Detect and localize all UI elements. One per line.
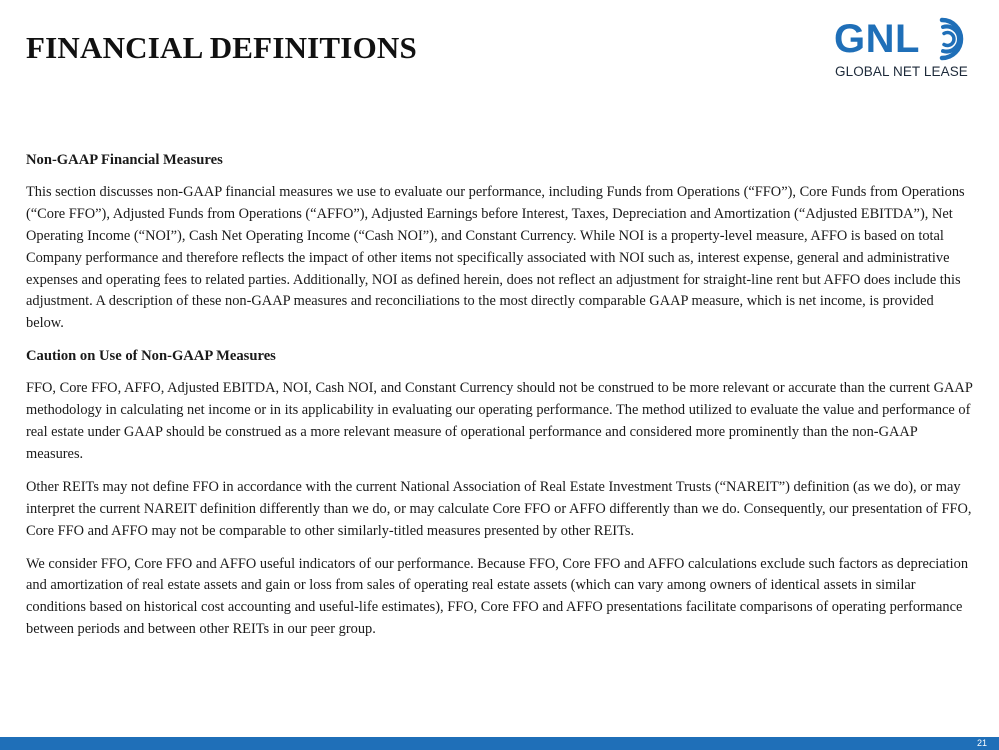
- section-heading-non-gaap: Non-GAAP Financial Measures: [26, 152, 223, 168]
- swirl-logo-icon: [932, 16, 974, 62]
- logo-subtitle: GLOBAL NET LEASE: [835, 64, 968, 79]
- document-body: [26, 150, 974, 652]
- paragraph: We consider FFO, Core FFO and AFFO useful indicators of our performance. Because FFO, Core FFO and AFFO calculations exclude such factors as depreciation and amortization of real estate assets and gain or loss from sales of operating real estate assets (which can vary among owners of identical assets in similar conditions based on historical cost accounting and useful-life estimates), FFO, Core FFO and AFFO presentations facilitate comparisons of operating performance between periods and between other REITs in our peer group.: [26, 555, 969, 638]
- paragraph: Other REITs may not define FFO in accordance with the current National Association of Real Estate Investment Trusts (“NAREIT”) definition (as we do), or may interpret the current NAREIT definition differently than we do, or may calculate Core FFO or AFFO differently than we do. Consequently, our presentation of FFO, Core FFO and AFFO may not be comparable to other similarly-titled measures presented by other REITs.: [26, 478, 972, 539]
- paragraph: FFO, Core FFO, AFFO, Adjusted EBITDA, NOI, Cash NOI, and Constant Currency should not be construed to be more relevant or accurate than the current GAAP methodology in calculating net income or in its applicability in evaluating our operating performance. The method utilized to evaluate the value and performance of real estate under GAAP should be construed as a more relevant measure of operational performance and considered more prominently than the non-GAAP measures.: [26, 380, 973, 462]
- page-title: FINANCIAL DEFINITIONS: [26, 30, 417, 65]
- section-heading-caution: Caution on Use of Non-GAAP Measures: [26, 348, 276, 365]
- page-number: 21: [976, 738, 987, 748]
- footer-bar: [0, 737, 999, 750]
- company-logo: [834, 14, 984, 84]
- paragraph: This section discusses non-GAAP financial measures we use to evaluate our performance, including Funds from Operations (“FFO”), Core Funds from Operations (“Core FFO”), Adjusted Funds from Operations (“AFFO”), Adjusted Earnings before Interest, Taxes, Depreciation and Amortization (“Adjusted EBITDA”), Net Operating Income (“NOI”), Cash Net Operating Income (“Cash NOI”), and Constant Currency. While NOI is a property-level measure, AFFO is based on total Company performance and therefore reflects the impact of other items not specifically associated with NOI such as, interest expense, general and administrative expenses and operating fees to related parties. Additionally, NOI as defined herein, does not reflect an adjustment for straight-line rent but AFFO does include this adjustment. A description of these non-GAAP measures and reconciliations to the most directly comparable GAAP measure, which is net income, is provided below.: [26, 183, 965, 332]
- logo-mark: GNL: [834, 17, 920, 61]
